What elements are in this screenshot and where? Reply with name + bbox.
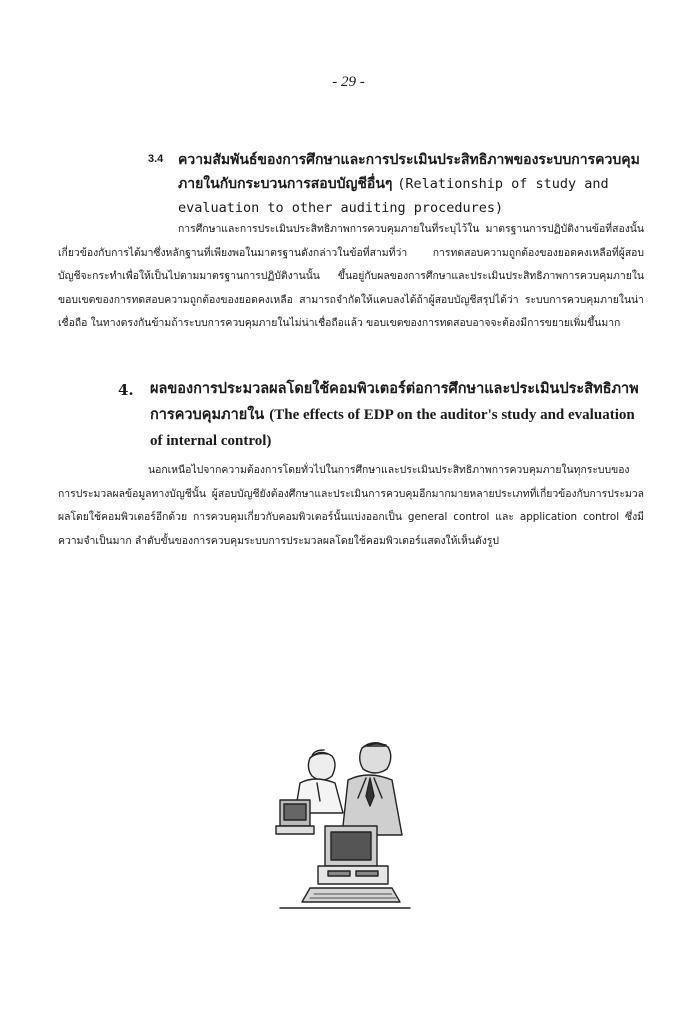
section-3-4-body: การศึกษาและการประเมินประสิทธิภาพการควบคุมภายในที่ระบุไว้ใน มาตรฐานการปฏิบัติงานข้อที่สองนั้น เกี่ยวข้องกับการได้มาซึ่งหลักฐานที่เพียงพอในมาตรฐานดังกล่าวในข้อที่สามที่ว่า การทดสอบความถูกต้องของยอดคงเหลือที่ผู้สอบบัญชีจะกระทำเพื่อให้เป็นไปตามมาตรฐานการปฏิบัติงานนั้น ขึ้นอยู่กับผลของการศึกษาและประเมินประสิทธิภาพการควบคุมภายใน ขอบเขตของการทดสอบความถูกต้องของยอดคงเหลือ สามารถจำกัดให้แคบลงได้ถ้าผู้สอบบัญชีสรุปได้ว่า ระบบการควบคุมภายในน่าเชื่อถือ ในทางตรงกันข้ามถ้าระบบการควบคุมภายในไม่น่าเชื่อถือแล้ว ขอบเขตของการทดสอบอาจจะต้องมีการขยายเพิ่มขึ้นมาก [58, 223, 644, 329]
section-4-heading [150, 376, 650, 454]
section-3-4-title-en: (Relationship of study and evaluation to other auditing procedures) [178, 176, 609, 216]
section-4-number: 4. [118, 381, 134, 399]
section-4-title-th: ผลของการประมวลผลโดยใช้คอมพิวเตอร์ต่อการศึกษาและประเมินประสิทธิภาพการควบคุมภายใน [150, 380, 639, 423]
section-3-4-number: 3.4 [148, 153, 164, 165]
section-3-4-heading [178, 148, 648, 220]
section-3-4-title-th: ความสัมพันธ์ของการศึกษาและการประเมินประสิทธิภาพของระบบการควบคุมภายในกับกระบวนการสอบบัญชีอื่นๆ [178, 152, 640, 192]
section-4-title-en: (The effects of EDP on the auditor's study and evaluation of internal control) [150, 407, 635, 449]
page-number: - 29 - [332, 74, 365, 90]
section-4-body: นอกเหนือไปจากความต้องการโดยทั่วไปในการศึกษาและประเมินประสิทธิภาพการควบคุมภายในทุกระบบของการประมวลผลข้อมูลทางบัญชีนั้น ผู้สอบบัญชียังต้องศึกษาและประเมินการควบคุมอีกมากมายหลายประเภทที่เกี่ยวข้องกับการประมวลผลโดยใช้คอมพิวเตอร์อีกด้วย การควบคุมเกี่ยวกับคอมพิวเตอร์นั้นแบ่งออกเป็น general control และ application control ซึ่งมีความจำเป็นมาก ลำดับขั้นของการควบคุมระบบการประมวลผลโดยใช้คอมพิวเตอร์แสดงให้เห็นดังรูป [58, 464, 644, 547]
people-with-computers-icon [270, 738, 420, 928]
